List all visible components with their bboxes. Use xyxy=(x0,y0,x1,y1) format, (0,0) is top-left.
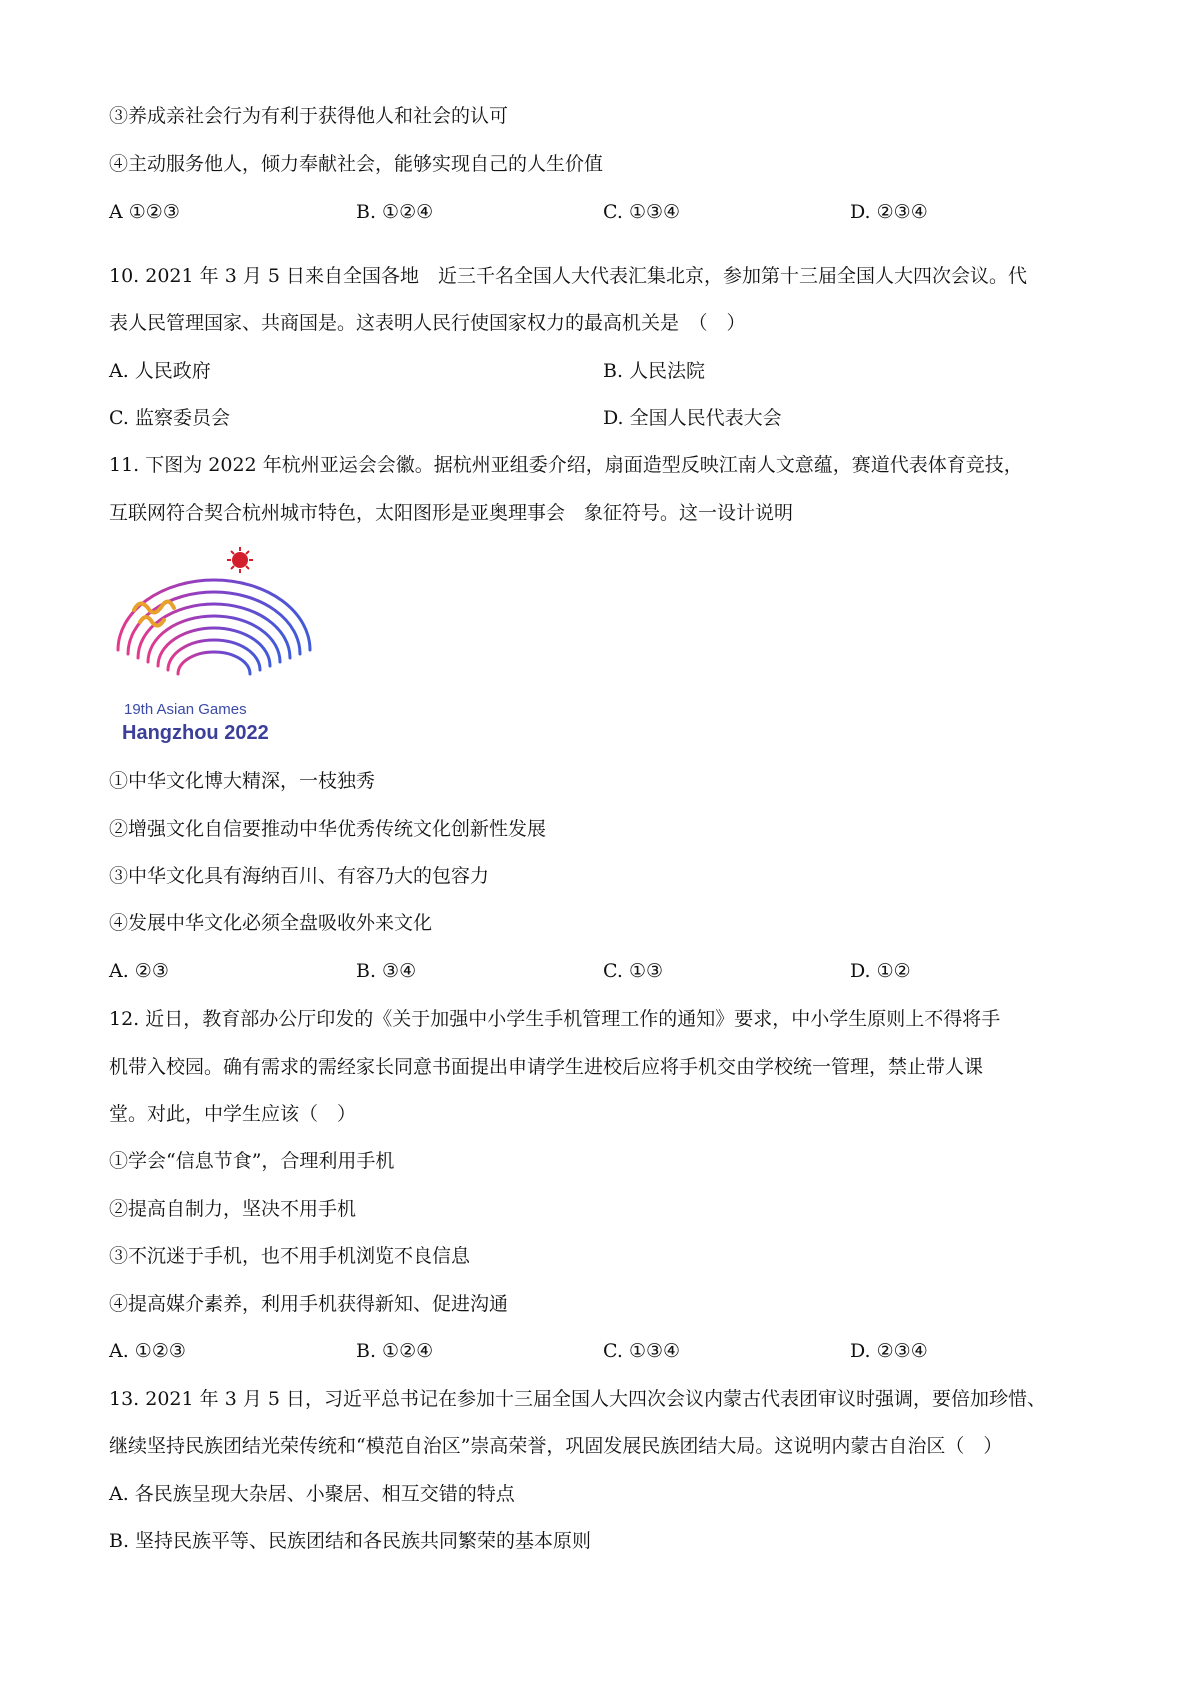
q12-item-3: ③不沉迷于手机，也不用手机浏览不良信息 xyxy=(109,1245,471,1267)
q11-option-a: A. ②③ xyxy=(109,960,169,982)
q12-stem-line-3: 堂。对此，中学生应该（ ） xyxy=(109,1103,357,1125)
sun-icon xyxy=(227,547,253,573)
q12-stem-line-2: 机带入校园。确有需求的需经家长同意书面提出申请学生进校后应将手机交由学校统一管理，禁止带人课 xyxy=(109,1056,984,1078)
q12-item-4: ④提高媒介素养，利用手机获得新知、促进沟通 xyxy=(109,1293,509,1315)
q11-item-4: ④发展中华文化必须全盘吸收外来文化 xyxy=(109,912,433,934)
q11-stem-line-2: 互联网符合契合杭州城市特色，太阳图形是亚奥理事会 象征符号。这一设计说明 xyxy=(109,502,794,524)
q13-stem-line-2: 继续坚持民族团结光荣传统和“模范自治区”崇高荣誉，巩固发展民族团结大局。这说明内蒙古自治区（ ） xyxy=(109,1435,1003,1457)
q11-stem-line-1: 11. 下图为 2022 年杭州亚运会会徽。据杭州亚组委介绍，扇面造型反映江南人文意蕴，赛道代表体育竞技， xyxy=(109,454,1023,476)
logo-line-1: 19th Asian Games xyxy=(124,701,247,718)
q10-stem-line-2: 表人民管理国家、共商国是。这表明人民行使国家权力的最高机关是 （ ） xyxy=(109,312,746,334)
q12-option-c: C. ①③④ xyxy=(603,1340,681,1362)
asian-games-logo xyxy=(104,542,319,747)
q10-stem-line-1: 10. 2021 年 3 月 5 日来自全国各地 近三千名全国人大代表汇集北京，参加第十三届全国人大四次会议。代 xyxy=(109,265,1027,287)
q12-item-1: ①学会“信息节食”，合理利用手机 xyxy=(109,1150,395,1172)
q11-option-c: C. ①③ xyxy=(603,960,664,982)
q13-option-a: A. 各民族呈现大杂居、小聚居、相互交错的特点 xyxy=(109,1483,515,1505)
q13-stem-line-1: 13. 2021 年 3 月 5 日，习近平总书记在参加十三届全国人大四次会议内蒙古代表团审议时强调，要倍加珍惜、 xyxy=(109,1388,1046,1410)
q11-item-2: ②增强文化自信要推动中华优秀传统文化创新性发展 xyxy=(109,818,547,840)
q11-option-d: D. ①② xyxy=(850,960,911,982)
q10-option-c: C. 监察委员会 xyxy=(109,407,230,429)
q11-option-b: B. ③④ xyxy=(356,960,417,982)
q10-option-d: D. 全国人民代表大会 xyxy=(603,407,782,429)
q11-item-3: ③中华文化具有海纳百川、有容乃大的包容力 xyxy=(109,865,490,887)
fan-arcs xyxy=(118,580,310,674)
q9-item-4: ④主动服务他人，倾力奉献社会，能够实现自己的人生价值 xyxy=(109,153,604,175)
q9-option-c: C. ①③④ xyxy=(603,201,681,223)
q10-option-a: A. 人民政府 xyxy=(109,360,211,382)
q12-option-b: B. ①②④ xyxy=(356,1340,434,1362)
q9-option-d: D. ②③④ xyxy=(850,201,928,223)
q9-option-a: A ①②③ xyxy=(109,201,180,223)
q12-option-a: A. ①②③ xyxy=(109,1340,186,1362)
q10-option-b: B. 人民法院 xyxy=(603,360,706,382)
q13-option-b: B. 坚持民族平等、民族团结和各民族共同繁荣的基本原则 xyxy=(109,1530,592,1552)
q9-item-3: ③养成亲社会行为有利于获得他人和社会的认可 xyxy=(109,105,509,127)
q12-option-d: D. ②③④ xyxy=(850,1340,928,1362)
logo-line-2: Hangzhou 2022 xyxy=(122,722,269,744)
q12-stem-line-1: 12. 近日，教育部办公厅印发的《关于加强中小学生手机管理工作的通知》要求，中小学生原则上不得将手 xyxy=(109,1008,1001,1030)
q12-item-2: ②提高自制力，坚决不用手机 xyxy=(109,1198,357,1220)
q9-option-b: B. ①②④ xyxy=(356,201,434,223)
q11-item-1: ①中华文化博大精深，一枝独秀 xyxy=(109,770,376,792)
